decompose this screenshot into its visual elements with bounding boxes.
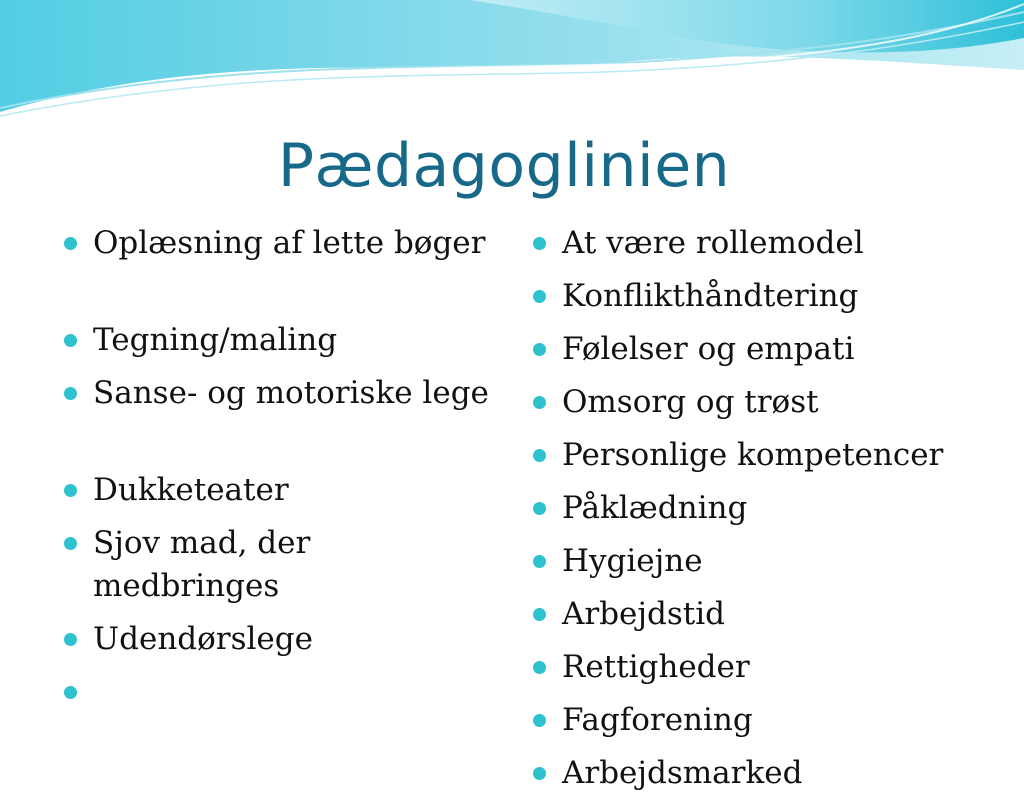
slide-title: Pædagoglinien bbox=[277, 131, 731, 201]
list-item: Konflikthåndtering bbox=[531, 275, 1001, 318]
bullet-icon bbox=[64, 686, 77, 699]
list-item: Arbejdsmarked bbox=[531, 752, 1001, 795]
bullet-icon bbox=[64, 484, 77, 497]
list-item: Rettigheder bbox=[531, 646, 1001, 689]
bullet-icon bbox=[533, 661, 546, 674]
bullet-icon bbox=[64, 387, 77, 400]
bullet-icon bbox=[533, 449, 546, 462]
list-item: Personlige kompetencer bbox=[531, 434, 1001, 477]
list-item bbox=[62, 671, 494, 714]
list-item: At være rollemodel bbox=[531, 222, 1001, 265]
list-item: Påklædning bbox=[531, 487, 1001, 530]
bullet-icon bbox=[533, 714, 546, 727]
list-item: Fagforening bbox=[531, 699, 1001, 742]
list-item: Udendørslege bbox=[62, 618, 494, 661]
list-item: Omsorg og trøst bbox=[531, 381, 1001, 424]
bullet-icon bbox=[64, 537, 77, 550]
list-item: Oplæsning af lette bøger bbox=[62, 222, 494, 265]
list-item: Sjov mad, der medbringes bbox=[62, 522, 353, 608]
list-item: Tegning/maling bbox=[62, 319, 494, 362]
bullet-icon bbox=[533, 343, 546, 356]
right-bullet-list bbox=[531, 222, 1001, 805]
left-bullet-list bbox=[62, 222, 494, 724]
bullet-icon bbox=[533, 290, 546, 303]
list-item: Følelser og empati bbox=[531, 328, 1001, 371]
bullet-icon bbox=[64, 633, 77, 646]
bullet-icon bbox=[64, 334, 77, 347]
bullet-icon bbox=[533, 396, 546, 409]
list-item: Arbejdstid bbox=[531, 593, 1001, 636]
bullet-icon bbox=[533, 767, 546, 780]
list-item: Hygiejne bbox=[531, 540, 1001, 583]
wave-header-decoration bbox=[0, 0, 1024, 140]
list-item: Dukketeater bbox=[62, 469, 494, 512]
bullet-icon bbox=[533, 608, 546, 621]
bullet-icon bbox=[533, 237, 546, 250]
bullet-icon bbox=[533, 555, 546, 568]
bullet-icon bbox=[64, 237, 77, 250]
bullet-icon bbox=[533, 502, 546, 515]
list-item: Sanse- og motoriske lege bbox=[62, 372, 494, 415]
